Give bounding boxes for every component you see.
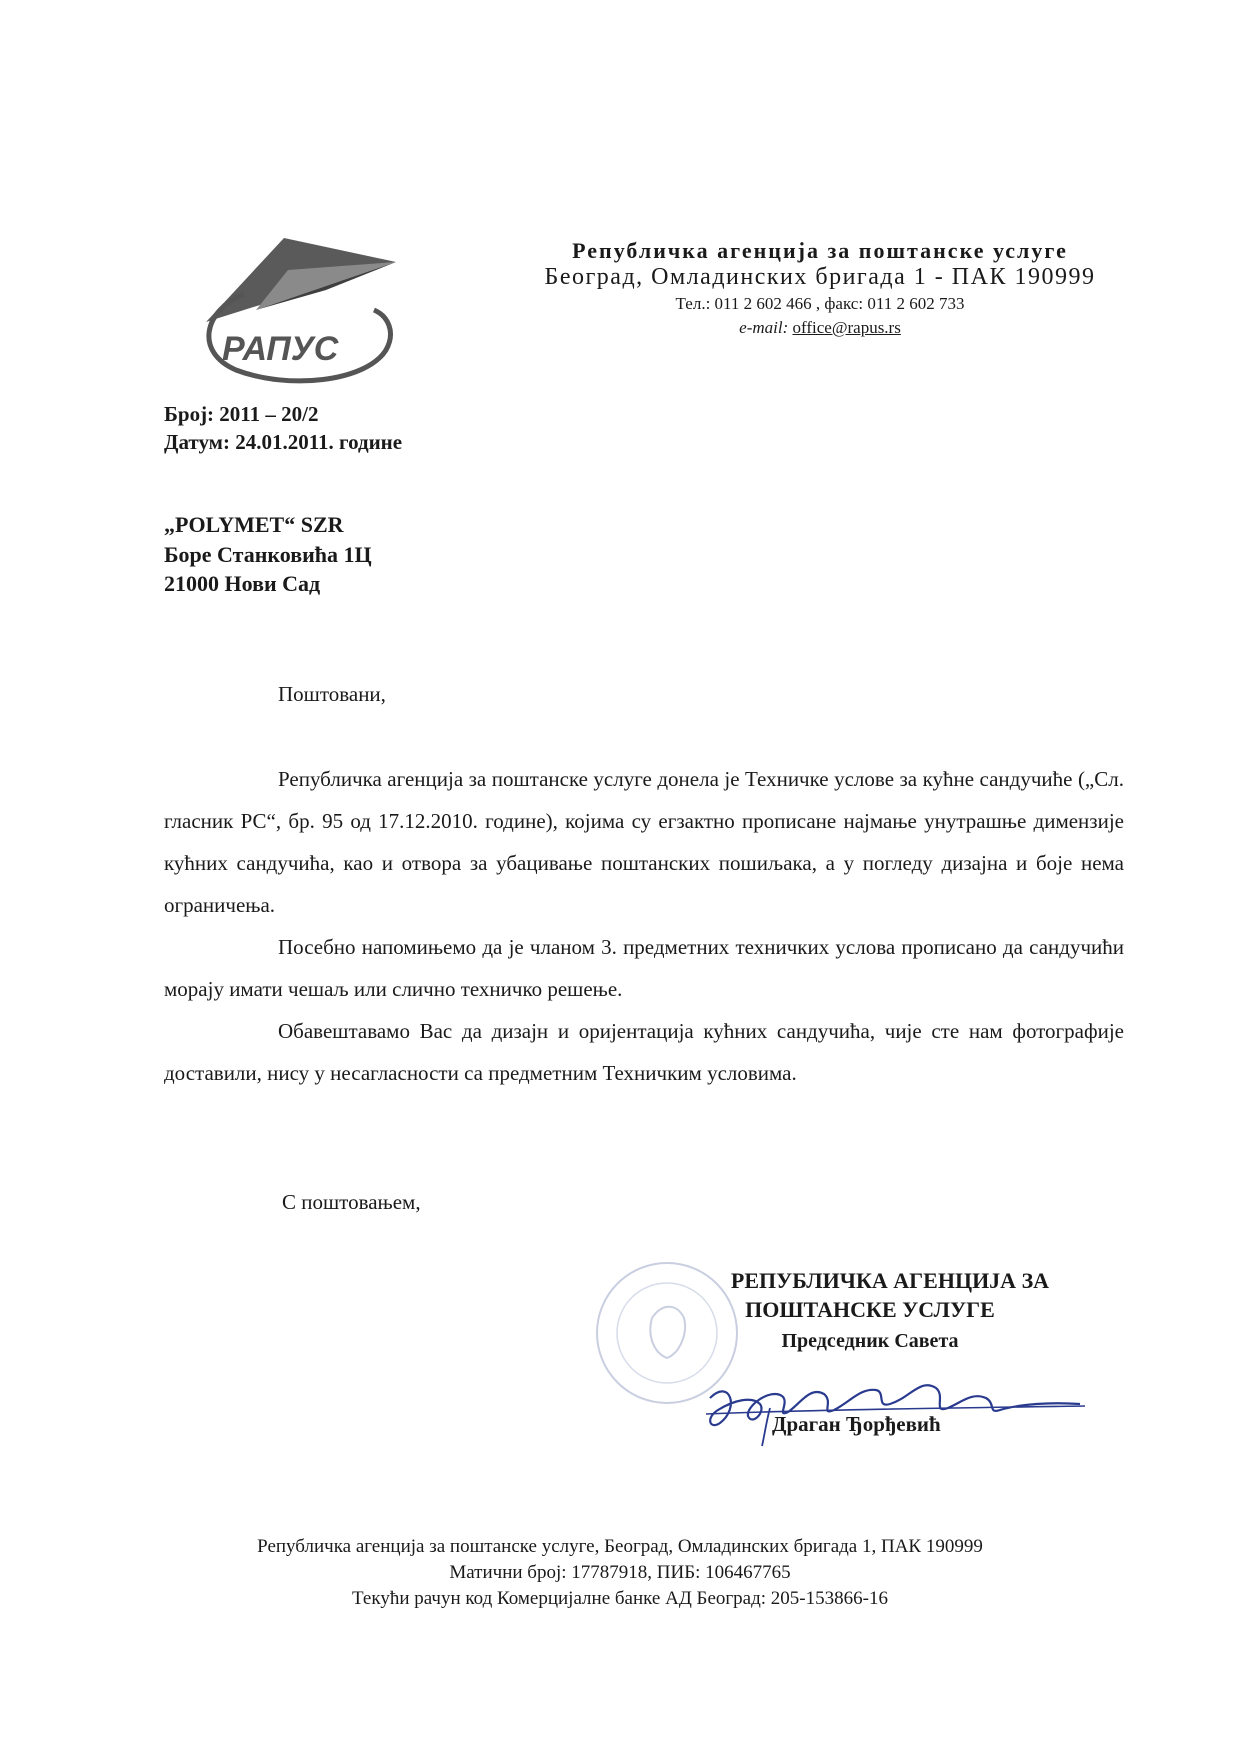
header-phone: Тел.: 011 2 602 466 , факс: 011 2 602 733 xyxy=(675,294,965,313)
recipient-city: 21000 Нови Сад xyxy=(164,571,321,596)
email-link[interactable]: office@rapus.rs xyxy=(792,318,901,337)
reference-date: Датум: 24.01.2011. године xyxy=(164,430,403,454)
header-address: Београд, Омладинских бригада 1 - ПАК 190999 xyxy=(544,264,1096,290)
footer-line-1: Републичка агенција за поштанске услуге, Београд, Омладинских бригада 1, ПАК 190999 xyxy=(257,1536,983,1557)
salutation: Поштовани, xyxy=(278,682,386,706)
signatory-name: Драган Ђорђевић xyxy=(772,1412,941,1436)
body-paragraph-3: Обавештавамо Вас да дизајн и оријентација кућних сандучића, чије сте нам фотографије доставили, нису у несагласности са предметним Техничким условима. xyxy=(164,1019,1124,1085)
recipient-name: „POLYMET“ SZR xyxy=(164,512,344,537)
signature-role: Председник Савета xyxy=(781,1330,959,1352)
signature-org-line-2: ПОШТАНСКЕ УСЛУГЕ xyxy=(745,1297,995,1322)
footer-line-3: Текући рачун код Комерцијалне банке АД Београд: 205-153866-16 xyxy=(352,1588,888,1609)
footer-line-2: Матични број: 17787918, ПИБ: 106467765 xyxy=(449,1562,791,1583)
body-paragraph-2: Посебно напомињемо да је чланом 3. предметних техничких услова прописано да сандучићи морају имати чешаљ или слично техничко решење. xyxy=(164,935,1124,1001)
closing: С поштовањем, xyxy=(282,1190,421,1214)
body-paragraph-1: Републичка агенција за поштанске услуге донела је Техничке услове за кућне сандучиће („Сл. гласник РС“, бр. 95 од 17.12.2010. године), којима су егзактно прописане најмање унутрашње димензије кућних сандучића, као и отвора за убацивање поштанских пошиљака, а у погледу дизајна и боје нема ограничења. xyxy=(164,767,1124,917)
header-email xyxy=(510,318,1130,338)
email-label: e-mail: xyxy=(739,318,789,337)
reference-number: Број: 2011 – 20/2 xyxy=(164,402,319,426)
rapus-logo xyxy=(196,232,416,392)
logo-text: РАПУС xyxy=(222,330,339,368)
header-title: Републичка агенција за поштанске услуге xyxy=(572,238,1068,263)
recipient-street: Боре Станковића 1Ц xyxy=(164,542,372,567)
signature-org-line-1: РЕПУБЛИЧКА АГЕНЦИЈА ЗА xyxy=(730,1268,1050,1293)
